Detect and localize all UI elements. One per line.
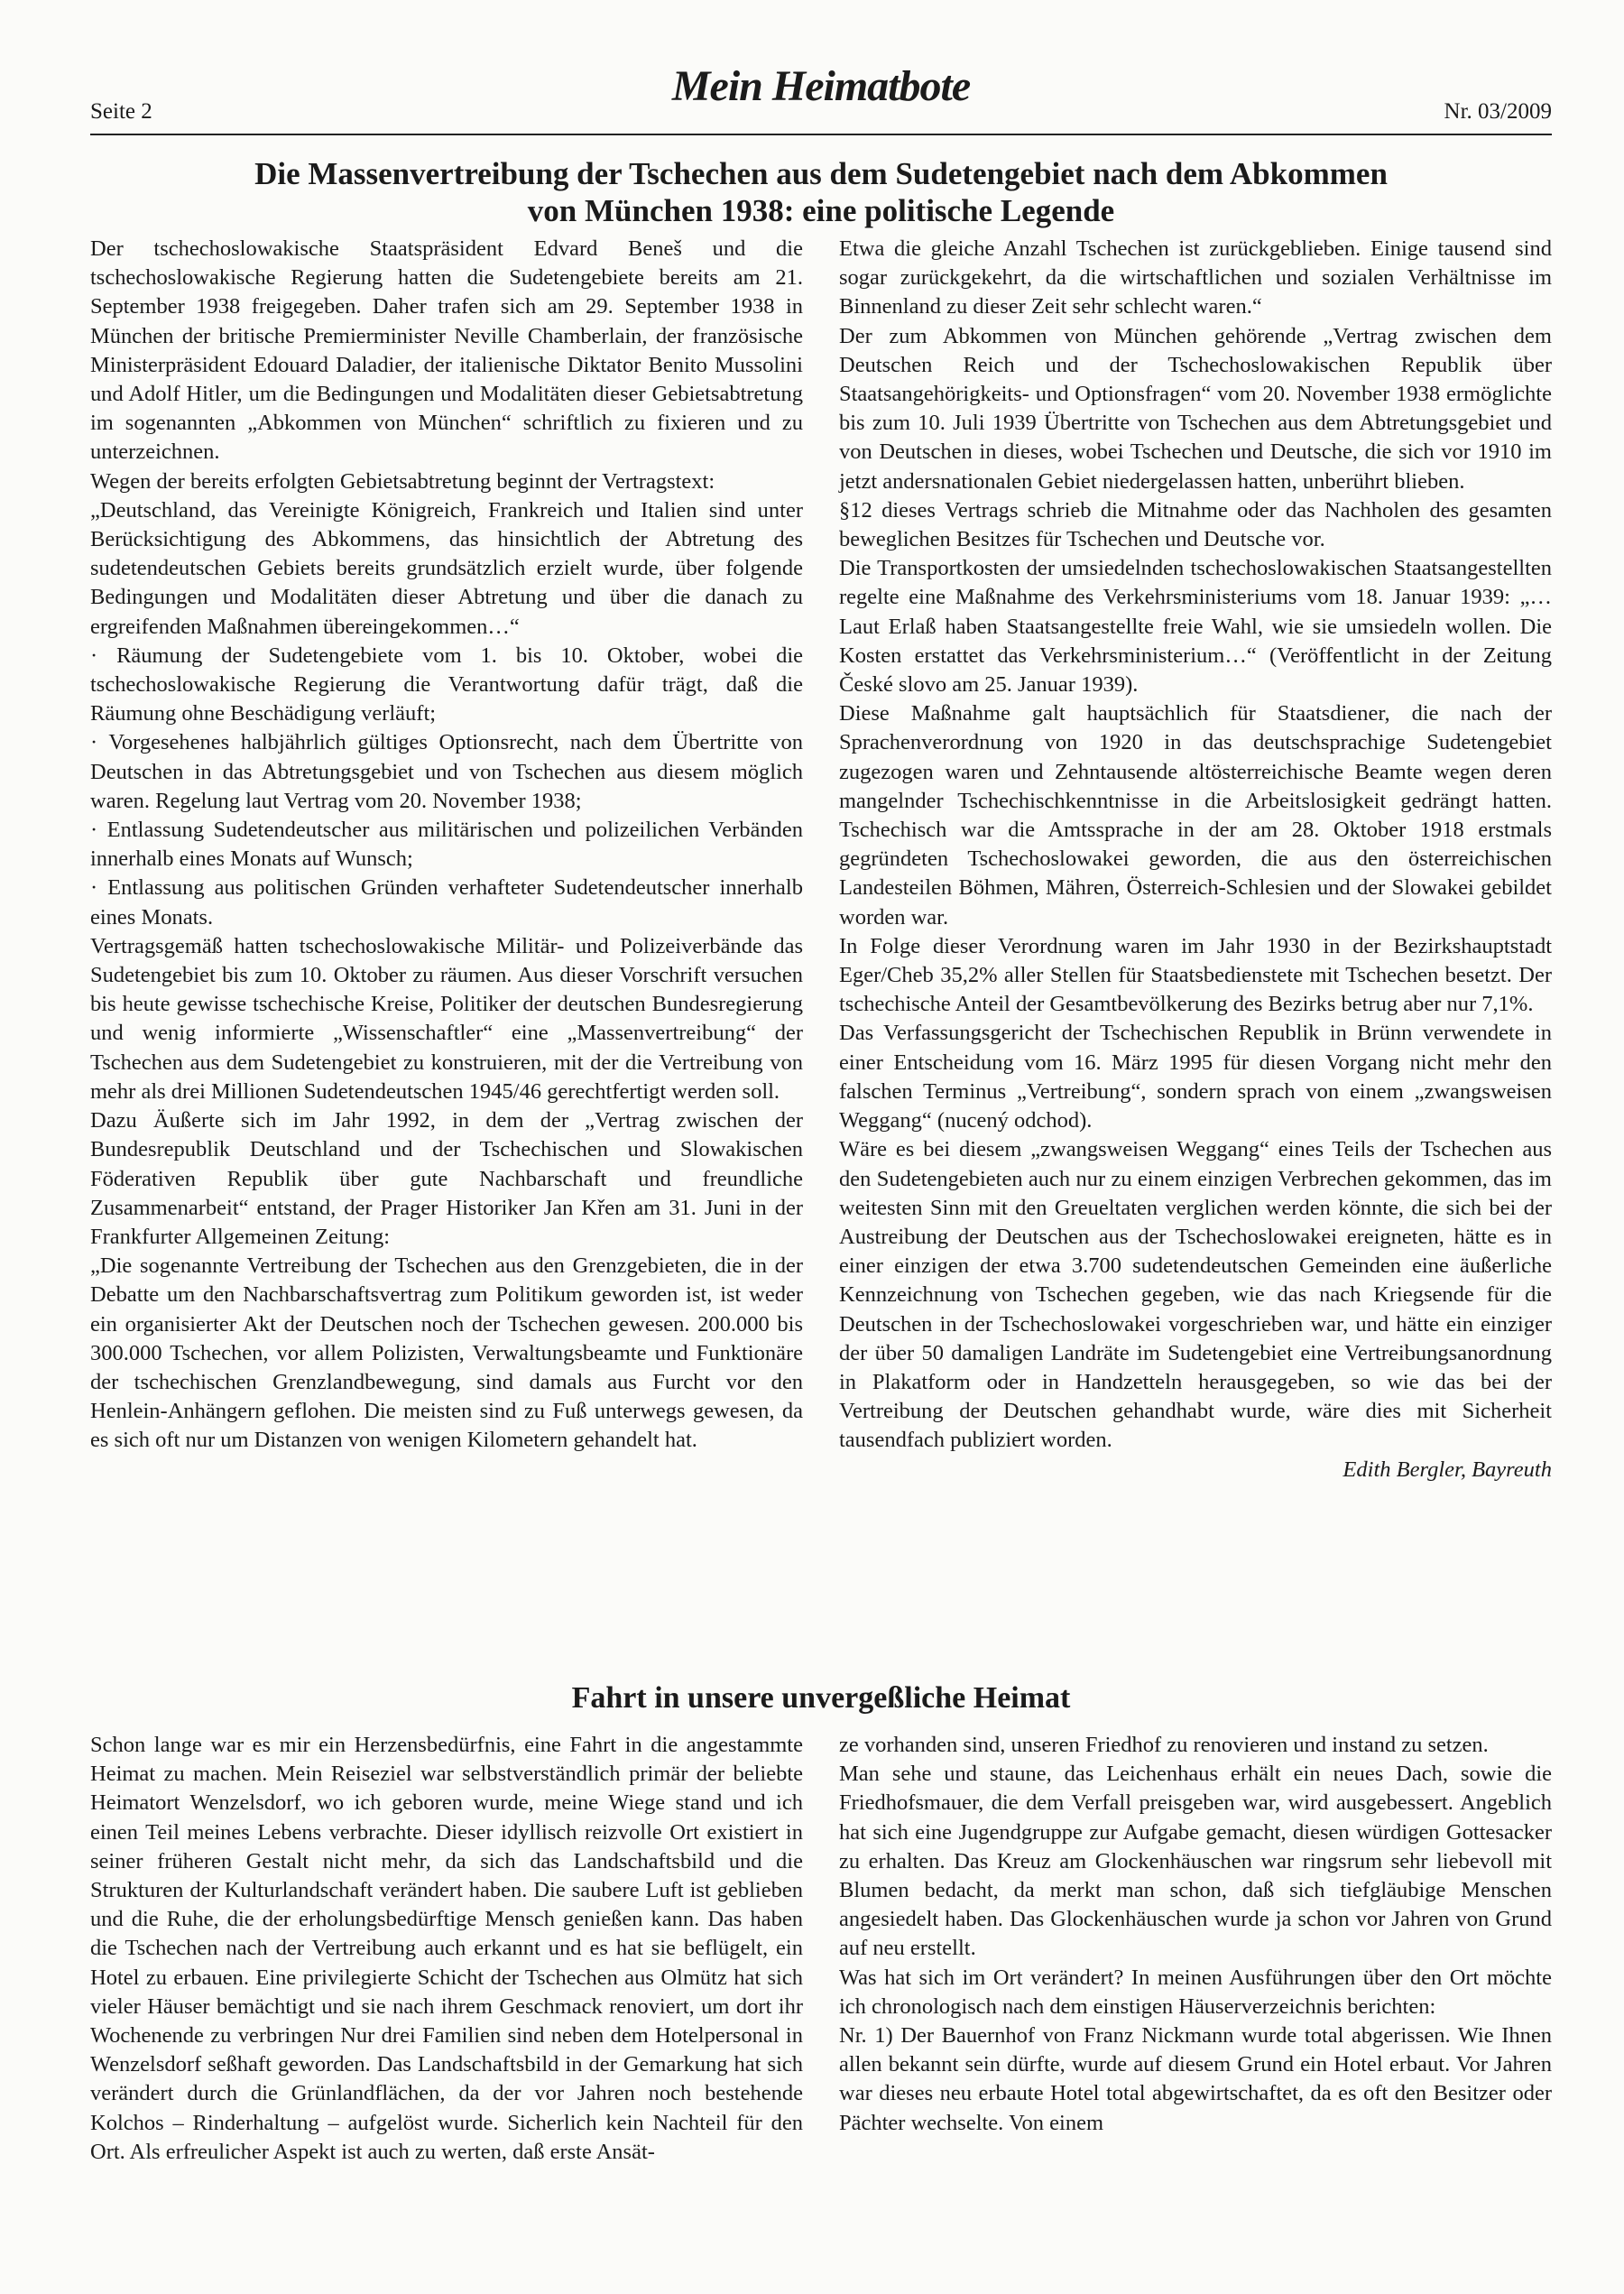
article2-column-right — [839, 1731, 1552, 2138]
paragraph: Schon lange war es mir ein Herzensbedürfnis, eine Fahrt in die angestammte Heimat zu machen. Mein Reiseziel war selbstverständlich primär der beliebte Heimatort Wenzelsdorf, wo ich geboren wurde, meine Wiege stand und ich einen Teil meines Lebens verbrachte. Dieser idyllisch reizvolle Ort existiert in seiner früheren Gestalt nicht mehr, da sich das Landschaftsbild und die Strukturen der Kulturlandschaft verändert haben. Die saubere Luft ist geblieben und die Ruhe, die der erholungsbedürftige Mensch genießen kann. Das haben die Tschechen nach der Vertreibung auch erkannt und es hat sie beflügelt, ein Hotel zu erbauen. Eine privilegierte Schicht der Tschechen aus Olmütz hat sich vieler Häuser bemächtigt und sie nach ihrem Geschmack renoviert, um dort ihr Wochenende zu verbringen Nur drei Familien sind neben dem Hotelpersonal in Wenzelsdorf seßhaft geworden. Das Landschaftsbild in der Gemarkung hat sich verändert durch die Grünlandflächen, da der vor Jahren noch bestehende Kolchos – Rinderhaltung – aufgelöst wurde. Sicherlich kein Nachteil für den Ort. Als erfreulicher Aspekt ist auch zu werten, daß erste Ansät- — [90, 1733, 803, 2164]
paragraph: Das Verfassungsgericht der Tschechischen Republik in Brünn verwendete in einer Entscheidung vom 16. März 1995 für diesen Vorgang nicht mehr den falschen Terminus „Vertreibung“, sondern sprach von einem „zwangsweisen Weggang“ (nucený odchod). — [839, 1021, 1552, 1133]
article2-column-left — [90, 1731, 803, 2167]
issue-number: Nr. 03/2009 — [1444, 99, 1552, 124]
bullet-item: · Entlassung aus politischen Gründen verhafteter Sudetendeutscher innerhalb eines Monats. — [90, 875, 803, 930]
paragraph: Diese Maßnahme galt hauptsächlich für Staatsdiener, die nach der Sprachenverordnung von 1920 in das deutschsprachige Sudetengebiet zugezogen waren und Zehntausende altösterreichische Beamte wegen deren mangelnder Tschechischkenntnisse in die Arbeitslosigkeit gedrängt hatten. Tschechisch war die Amtssprache in der am 28. Oktober 1918 erstmals gegründeten Tschechoslowakei geworden, die aus den österreichischen Landesteilen Böhmen, Mähren, Österreich-Schlesien und der Slowakei gebildet worden war. — [839, 701, 1552, 930]
paragraph: Die Transportkosten der umsiedelnden tschechoslowakischen Staatsangestellten regelte eine Maßnahme des Verkehrsministeriums vom 18. Januar 1939: „…Laut Erlaß haben Staatsangestellte freie Wahl, wie sie umsiedeln wollen. Die Kosten erstattet das Verkehrsministerium…“ (Veröffentlicht in der Zeitung České slovo am 25. Januar 1939). — [839, 556, 1552, 698]
article1-title-line1: Die Massenvertreibung der Tschechen aus dem Sudetengebiet nach dem Abkommen — [254, 156, 1388, 191]
paragraph: Wegen der bereits erfolgten Gebietsabtretung beginnt der Vertragstext: — [90, 468, 715, 494]
page-number: Seite 2 — [90, 99, 152, 124]
author-signature: Edith Bergler, Bayreuth — [1343, 1457, 1552, 1482]
article1-column-right — [839, 235, 1552, 1485]
article1-title-line2: von München 1938: eine politische Legende — [527, 193, 1115, 228]
paragraph: ze vorhanden sind, unseren Friedhof zu renovieren und instand zu setzen. — [839, 1733, 1489, 1757]
header-rule — [90, 134, 1552, 135]
paragraph: Nr. 1) Der Bauernhof von Franz Nickmann wurde total abgerissen. Wie Ihnen allen bekannt sein dürfte, wurde auf diesem Grund ein Hotel erbaut. Vor Jahren war dieses neu erbaute Hotel total abgewirtschaftet, da es oft den Besitzer oder Pächter wechselte. Von einem — [839, 2023, 1552, 2135]
paragraph: Vertragsgemäß hatten tschechoslowakische Militär- und Polizeiverbände das Sudetengebiet bis zum 10. Oktober zu räumen. Aus dieser Vorschrift versuchen bis heute gewisse tschechische Kreise, Politiker der deutschen Bundesregierung und wenig informierte „Wissenschaftler“ eine „Massenvertreibung“ der Tschechen aus dem Sudetengebiet zu konstruieren, mit der die Vertreibung von mehr als drei Millionen Sudetendeutschen 1945/46 gerechtfertigt werden soll. — [90, 933, 803, 1104]
paragraph: Was hat sich im Ort verändert? In meinen Ausführungen über den Ort möchte ich chronologisch nach dem einstigen Häuserverzeichnis berichten: — [839, 1965, 1552, 2019]
paragraph: Der tschechoslowakische Staatspräsident Edvard Beneš und die tschechoslowakische Regierung hatten die Sudetengebiete bereits am 21. September 1938 freigegeben. Daher trafen sich am 29. September 1938 in München der britische Premierminister Neville Chamberlain, der französische Ministerpräsident Edouard Daladier, der italienische Diktator Benito Mussolini und Adolf Hitler, um die Bedingungen und Modalitäten dieser Gebietsabtretung im sogenannten „Abkommen von München“ schriftlich zu fixieren und zu unterzeichnen. — [90, 236, 803, 465]
paragraph: Wäre es bei diesem „zwangsweisen Weggang“ eines Teils der Tschechen aus den Sudetengebieten auch nur zu einem einzigen Verbrechen gekommen, das im weitesten Sinn mit den Greueltaten verglichen werden könnte, die sich bei der Austreibung der Deutschen aus der Tschechoslowakei ereigneten, hätte es in einer einzigen der etwa 3.700 sudetendeutschen Gemeinden eine äußerliche Kennzeichnung von Tschechen gegeben, wie das nach Kriegsende für die Deutschen in der Tschechoslowakei vorgeschrieben war, und hätte ein einziger der über 50 damaligen Landräte im Sudetengebiet eine Vertreibungsanordnung in Plakatform oder in Handzetteln herausgegeben, so wie das bei der Vertreibung der Deutschen gehandhabt wurde, wäre dies mit Sicherheit tausendfach publiziert worden. — [839, 1137, 1552, 1453]
bullet-item: · Räumung der Sudetengebiete vom 1. bis 10. Oktober, wobei die tschechoslowakische Regierung die Verantwortung dafür trägt, daß die Räumung ohne Beschädigung verläuft; — [90, 643, 803, 726]
bullet-item: · Entlassung Sudetendeutscher aus militärischen und polizeilichen Verbänden innerhalb eines Monats auf Wunsch; — [90, 818, 803, 872]
article1-title — [90, 155, 1552, 229]
quote-paragraph: „Deutschland, das Vereinigte Königreich, Frankreich und Italien sind unter Berücksichtigung des Abkommens, das hinsichtlich der Abtretung des sudetendeutschen Gebiets bereits grundsätzlich erzielt wurde, über folgende Bedingungen und Modalitäten dieser Abtretung und über die danach zu ergreifenden Maßnahmen übereingekommen…“ — [90, 497, 803, 639]
paragraph: Der zum Abkommen von München gehörende „Vertrag zwischen dem Deutschen Reich und der Tschechoslowakischen Republik über Staatsangehörigkeits- und Optionsfragen“ vom 20. November 1938 ermöglichte bis zum 10. Juli 1939 Übertritte von Tschechen aus dem Abtretungsgebiet und von Deutschen in dieses, wobei Tschechen und Deutsche, die sich vor 1910 im jetzt andersnationalen Gebiet niedergelassen hatten, unberührt blieben. — [839, 323, 1552, 494]
paragraph: Dazu Äußerte sich im Jahr 1992, in dem der „Vertrag zwischen der Bundesrepublik Deutschland und der Tschechischen und Slowakischen Föderativen Republik über gute Nachbarschaft und freundliche Zusammenarbeit“ entstand, der Prager Historiker Jan Křen am 31. Juni in der Frankfurter Allgemeinen Zeitung: — [90, 1108, 803, 1249]
quote-paragraph: „Die sogenannte Vertreibung der Tschechen aus den Grenzgebieten, die in der Debatte um den Nachbarschaftsvertrag zum Politikum geworden ist, ist weder ein organisierter Akt der Deutschen noch der Tschechen gewesen. 200.000 bis 300.000 Tschechen, vor allem Polizisten, Verwaltungsbeamte und Funktionäre der tschechischen Grenzlandbewegung, sind damals aus Furcht vor den Henlein-Anhängern geflohen. Die meisten sind zu Fuß unterwegs gewesen, da es sich oft nur um Distanzen von wenigen Kilometern gehandelt hat. — [90, 1253, 803, 1453]
bullet-item: · Vorgesehenes halbjährlich gültiges Optionsrecht, nach dem Übertritte von Deutschen in das Abtretungsgebiet und von Tschechen aus diesem möglich waren. Regelung laut Vertrag vom 20. November 1938; — [90, 730, 803, 813]
paragraph: §12 dieses Vertrags schrieb die Mitnahme oder das Nachholen des gesamten beweglichen Besitzes für Tschechen und Deutsche vor. — [839, 497, 1552, 552]
page-header — [90, 60, 1552, 135]
masthead-logo: Mein Heimatbote — [671, 62, 971, 110]
paragraph: Etwa die gleiche Anzahl Tschechen ist zurückgeblieben. Einige tausend sind sogar zurückgekehrt, da die wirtschaftlichen und sozialen Verhältnisse im Binnenland zu dieser Zeit sehr schlecht waren.“ — [839, 236, 1552, 319]
paragraph: In Folge dieser Verordnung waren im Jahr 1930 in der Bezirkshauptstadt Eger/Cheb 35,2% aller Stellen für Staatsbedienstete mit Tschechen besetzt. Der tschechische Anteil der Gesamtbevölkerung des Bezirks betrug aber nur 7,1%. — [839, 933, 1552, 1017]
article2-title: Fahrt in unsere unvergeßliche Heimat — [571, 1681, 1071, 1715]
paragraph: Man sehe und staune, das Leichenhaus erhält ein neues Dach, sowie die Friedhofsmauer, die dem Verfall preisgeben war, wird ausgebessert. Angeblich hat sich eine Jugendgruppe zur Aufgabe gemacht, diesen würdigen Gottesacker zu erhalten. Das Kreuz am Glockenhäuschen war ringsrum sehr liebevoll mit Blumen bedacht, da merkt man schon, daß sich tiefgläubige Menschen angesiedelt haben. Das Glockenhäuschen wurde ja schon vor Jahren von Grund auf neu erstellt. — [839, 1762, 1552, 1961]
article1-column-left — [90, 235, 803, 1456]
